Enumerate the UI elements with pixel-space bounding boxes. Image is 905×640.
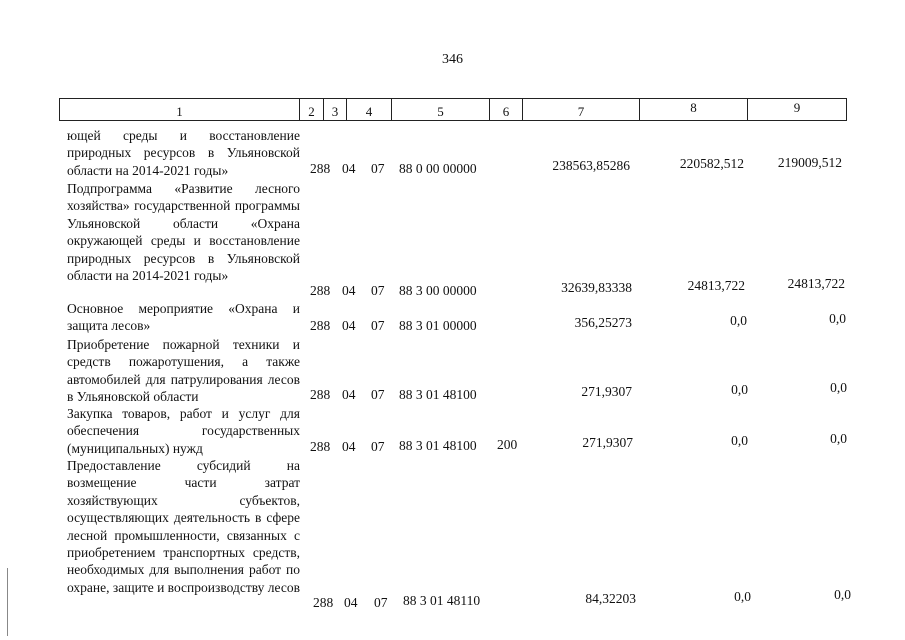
page-number: 346 (442, 52, 463, 67)
header-col-6: 6 (490, 99, 523, 120)
cell-col-3: 04 (342, 387, 356, 402)
table-row-description: Подпрограмма «Развитие лесного хозяйства» государственной программы Ульяновской области «Охрана окружающей среды и восстановление природных ресурсов в Ульяновской области на 2014-2021 годы» (67, 181, 300, 284)
header-col-8: 8 (640, 99, 748, 120)
cell-col-4: 07 (371, 318, 385, 333)
cell-col-4: 07 (371, 387, 385, 402)
cell-col-4: 07 (371, 161, 385, 176)
cell-col-5: 88 3 01 00000 (399, 318, 477, 333)
cell-col-9: 219009,512 (777, 155, 842, 170)
cell-col-3: 04 (344, 595, 358, 610)
table-row-description: Основное мероприятие «Охрана и защита лесов» (67, 301, 300, 334)
cell-col-7: 356,25273 (574, 315, 632, 330)
cell-col-5: 88 3 01 48100 (399, 438, 477, 453)
header-col-2: 2 (300, 99, 324, 120)
cell-col-9: 0,0 (830, 380, 847, 395)
header-col-5: 5 (392, 99, 490, 120)
header-col-7: 7 (523, 99, 640, 120)
cell-col-2: 288 (310, 439, 331, 454)
cell-col-8: 220582,512 (679, 156, 744, 171)
header-col-4: 4 (347, 99, 392, 120)
cell-col-5: 88 3 00 00000 (399, 283, 477, 298)
table-header-row (59, 98, 847, 121)
cell-col-9: 0,0 (834, 587, 851, 602)
cell-col-8: 0,0 (734, 589, 751, 604)
table-row-description: Приобретение пожарной техники и средств пожаротушения, а также автомобилей для патрулирования лесов в Ульяновской области (67, 337, 300, 405)
cell-col-3: 04 (342, 439, 356, 454)
cell-col-2: 288 (310, 318, 331, 333)
cell-col-8: 24813,722 (687, 278, 745, 293)
cell-col-5: 88 3 01 48100 (399, 387, 477, 402)
cell-col-4: 07 (371, 283, 385, 298)
table-row-description: Предоставление субсидий на возмещение части затрат хозяйствующих субъектов, осуществляющих деятельность в сфере лесной промышленности, связанных с приобретением транспортных средств, необходимых для выполнения работ по охране, защите и воспроизводству лесов (67, 458, 300, 595)
table-row-description: ющей среды и восстановление природных ресурсов в Ульяновской области на 2014-2021 годы» (67, 128, 300, 178)
cell-col-9: 0,0 (830, 431, 847, 446)
cell-col-8: 0,0 (731, 382, 748, 397)
cell-col-8: 0,0 (730, 313, 747, 328)
cell-col-2: 288 (313, 595, 334, 610)
cell-col-7: 84,32203 (585, 591, 636, 606)
table-row-description: Закупка товаров, работ и услуг для обеспечения государственных (муниципальных) нужд (67, 406, 300, 456)
header-col-1: 1 (60, 99, 300, 120)
cell-col-7: 271,9307 (581, 384, 632, 399)
cell-col-2: 288 (310, 283, 331, 298)
header-col-9: 9 (793, 100, 801, 115)
cell-col-4: 07 (374, 595, 388, 610)
cell-col-3: 04 (342, 283, 356, 298)
cell-col-5: 88 0 00 00000 (399, 161, 477, 176)
cell-col-6: 200 (497, 437, 518, 452)
scan-margin-line (7, 568, 8, 636)
cell-col-7: 271,9307 (582, 435, 633, 450)
cell-col-2: 288 (310, 161, 331, 176)
cell-col-3: 04 (342, 161, 356, 176)
cell-col-7: 32639,83338 (561, 280, 632, 295)
cell-col-3: 04 (342, 318, 356, 333)
cell-col-5: 88 3 01 48110 (403, 593, 481, 608)
cell-col-8: 0,0 (731, 433, 748, 448)
cell-col-4: 07 (371, 439, 385, 454)
cell-col-9: 24813,722 (787, 276, 845, 291)
cell-col-2: 288 (310, 387, 331, 402)
header-col-3: 3 (324, 99, 347, 120)
cell-col-7: 238563,85286 (552, 158, 630, 173)
cell-col-9: 0,0 (829, 311, 846, 326)
